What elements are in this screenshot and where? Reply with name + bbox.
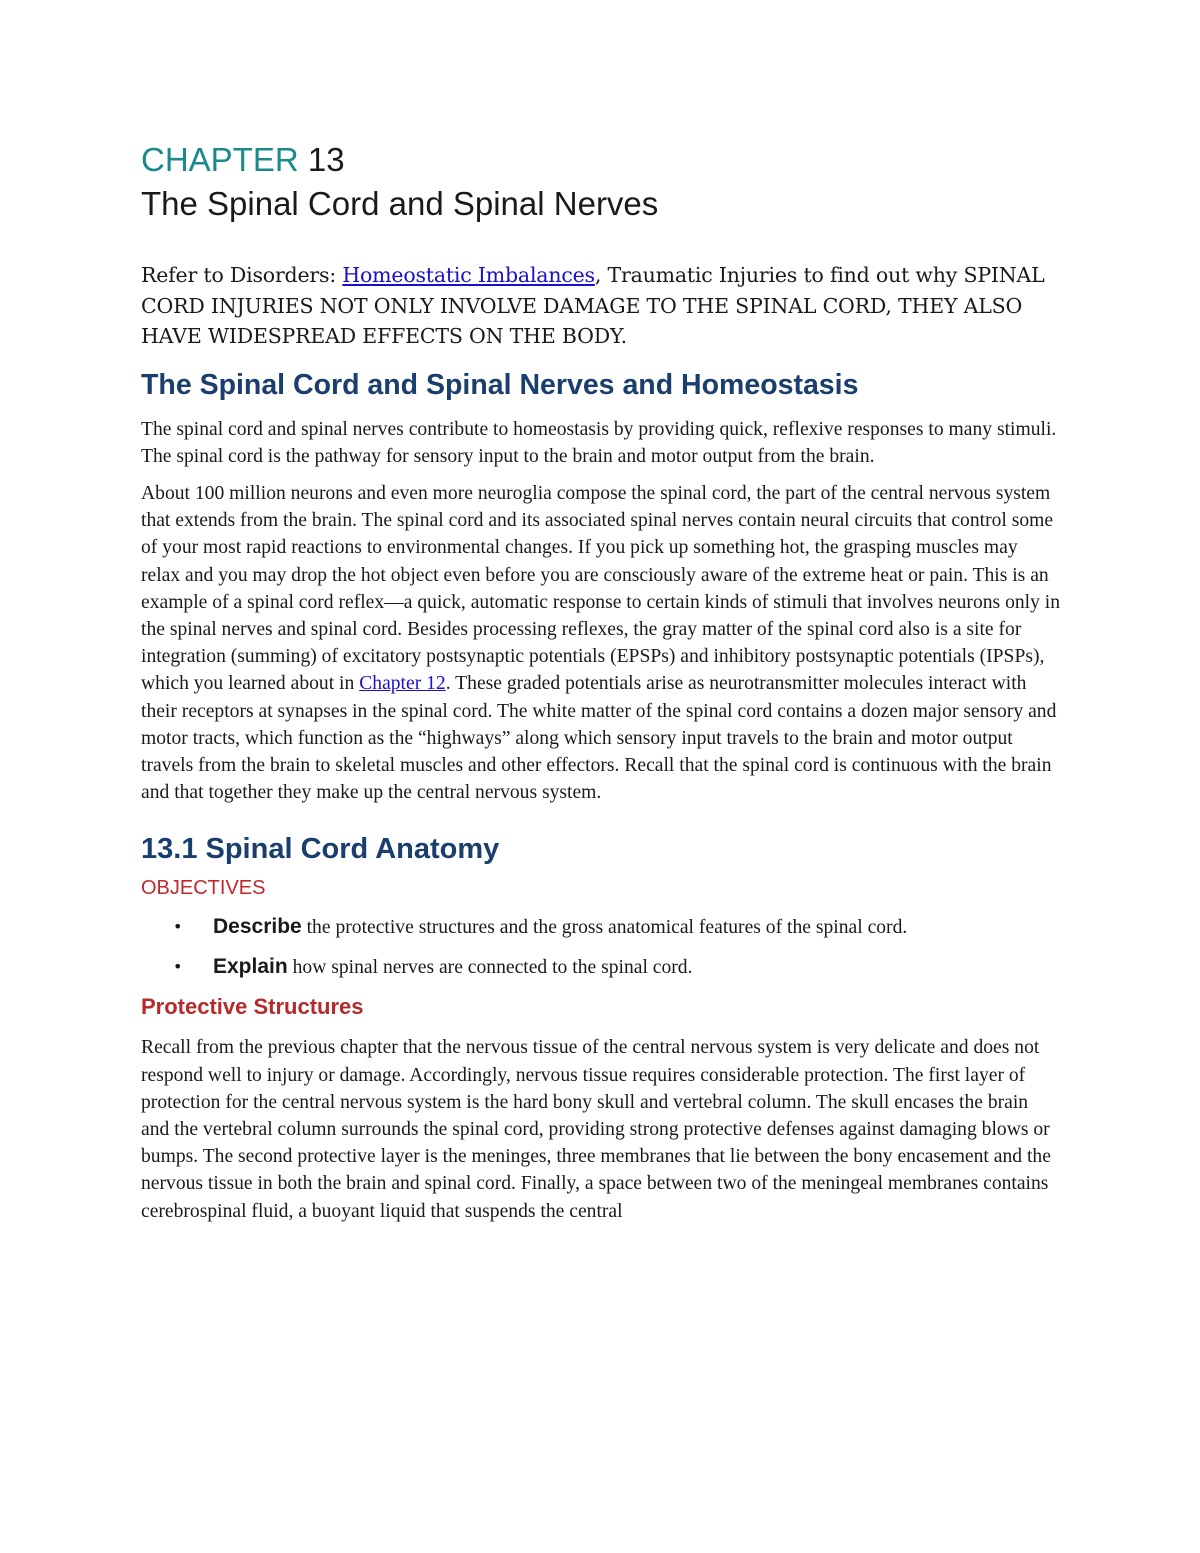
objectives-list [141, 912, 1061, 982]
paragraph-protective: Recall from the previous chapter that the nervous tissue of the central nervous system is very delicate and does not respond well to injury or damage. Accordingly, nervous tissue requires considerable protection. The first layer of protection for the central nervous system is the hard bony skull and vertebral column. The skull encases the brain and the vertebral column surrounds the spinal cord, providing strong protective defenses against damaging blows or bumps. The second protective layer is the meninges, three membranes that lie between the bony encasement and the nervous tissue in both the brain and spinal cord. Finally, a space between two of the meningeal membranes contains cerebrospinal fluid, a buoyant liquid that suspends the central [141, 1037, 1051, 1222]
document-page [141, 138, 1061, 1235]
objective-item [141, 952, 1061, 982]
chapter-12-link[interactable]: Chapter 12 [359, 673, 446, 695]
section-heading-homeostasis: The Spinal Cord and Spinal Nerves and Homeostasis [141, 368, 859, 401]
objective-text: how spinal nerves are connected to the spinal cord. [287, 957, 693, 979]
refer-note [141, 260, 1061, 352]
homeostatic-imbalances-link[interactable]: Homeostatic Imbalances [342, 263, 595, 287]
chapter-word: CHAPTER [141, 141, 299, 178]
paragraph-neurons-text-b: . These graded potentials arise as neurotransmitter molecules interact with their receptors at synapses in the spinal cord. The white matter of the spinal cord contains a dozen major sensory and motor tracts, which function as the “highways” along which sensory input travels to the brain and motor output travels from the brain to skeletal muscles and other effectors. Recall that the spinal cord is continuous with the brain and that together they make up the central nervous system. [141, 673, 1057, 804]
objective-text: the protective structures and the gross anatomical features of the spinal cord. [301, 917, 908, 939]
refer-suffix: , Traumatic Injuries to find out why SPINAL CORD INJURIES NOT ONLY INVOLVE DAMAGE TO THE SPINAL CORD, THEY ALSO HAVE WIDESPREAD EFFECTS ON THE BODY. [141, 263, 1045, 348]
chapter-label [141, 138, 1061, 182]
objective-item [141, 912, 1061, 942]
bullet-icon: • [173, 917, 183, 937]
objectives-label: OBJECTIVES [141, 877, 266, 900]
paragraph-neurons [141, 480, 1061, 806]
paragraph-intro: The spinal cord and spinal nerves contribute to homeostasis by providing quick, reflexive responses to many stimuli. The spinal cord is the pathway for sensory input to the brain and motor output from the brain. [141, 418, 1057, 467]
paragraph-neurons-text-a: About 100 million neurons and even more neuroglia compose the spinal cord, the part of the central nervous system that extends from the brain. The spinal cord and its associated spinal nerves contain neural circuits that control some of your most rapid reactions to environmental changes. If you pick up something hot, the grasping muscles may relax and you may drop the hot object even before you are consciously aware of the extreme heat or pain. This is an example of a spinal cord reflex—a quick, automatic response to certain kinds of stimuli that involves neurons only in the spinal nerves and spinal cord. Besides processing reflexes, the gray matter of the spinal cord also is a site for integration (summing) of excitatory postsynaptic potentials (EPSPs) and inhibitory postsynaptic potentials (IPSPs), which you learned about in [141, 482, 1061, 695]
objective-verb: Describe [213, 915, 302, 939]
subheading-protective-structures: Protective Structures [141, 994, 364, 1020]
chapter-title: The Spinal Cord and Spinal Nerves [141, 185, 659, 222]
bullet-icon: • [173, 957, 183, 977]
refer-prefix: Refer to Disorders: [141, 263, 343, 287]
objective-verb: Explain [213, 955, 288, 979]
chapter-number: 13 [307, 141, 345, 178]
section-heading-anatomy: 13.1 Spinal Cord Anatomy [141, 833, 500, 866]
